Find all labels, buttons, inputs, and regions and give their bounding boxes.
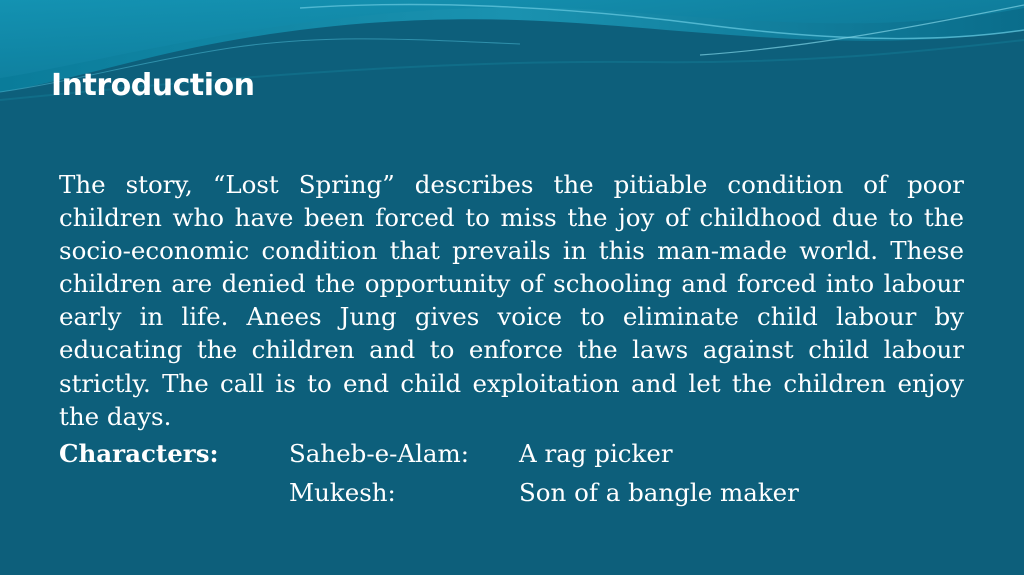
character-row [59,439,959,473]
character-description: Son of a bangle maker [519,478,799,507]
character-description: A rag picker [519,439,673,468]
intro-paragraph: The story, “Lost Spring” describes the pitiable condition of poor children who have been forced to miss the joy of childhood due to the socio-economic condition that prevails in this man-made world. These children are denied the opportunity of schooling and forced into labour early in life. Anees Jung gives voice to eliminate child labour by educating the children and to enforce the laws against child labour strictly. The call is to end child exploitation and let the children enjoy the days. [59,170,964,431]
characters-label: Characters: [59,439,219,468]
character-row [59,478,959,512]
character-name: Mukesh: [289,478,396,507]
slide-title: Introduction [51,68,255,103]
character-name: Saheb-e-Alam: [289,439,470,468]
